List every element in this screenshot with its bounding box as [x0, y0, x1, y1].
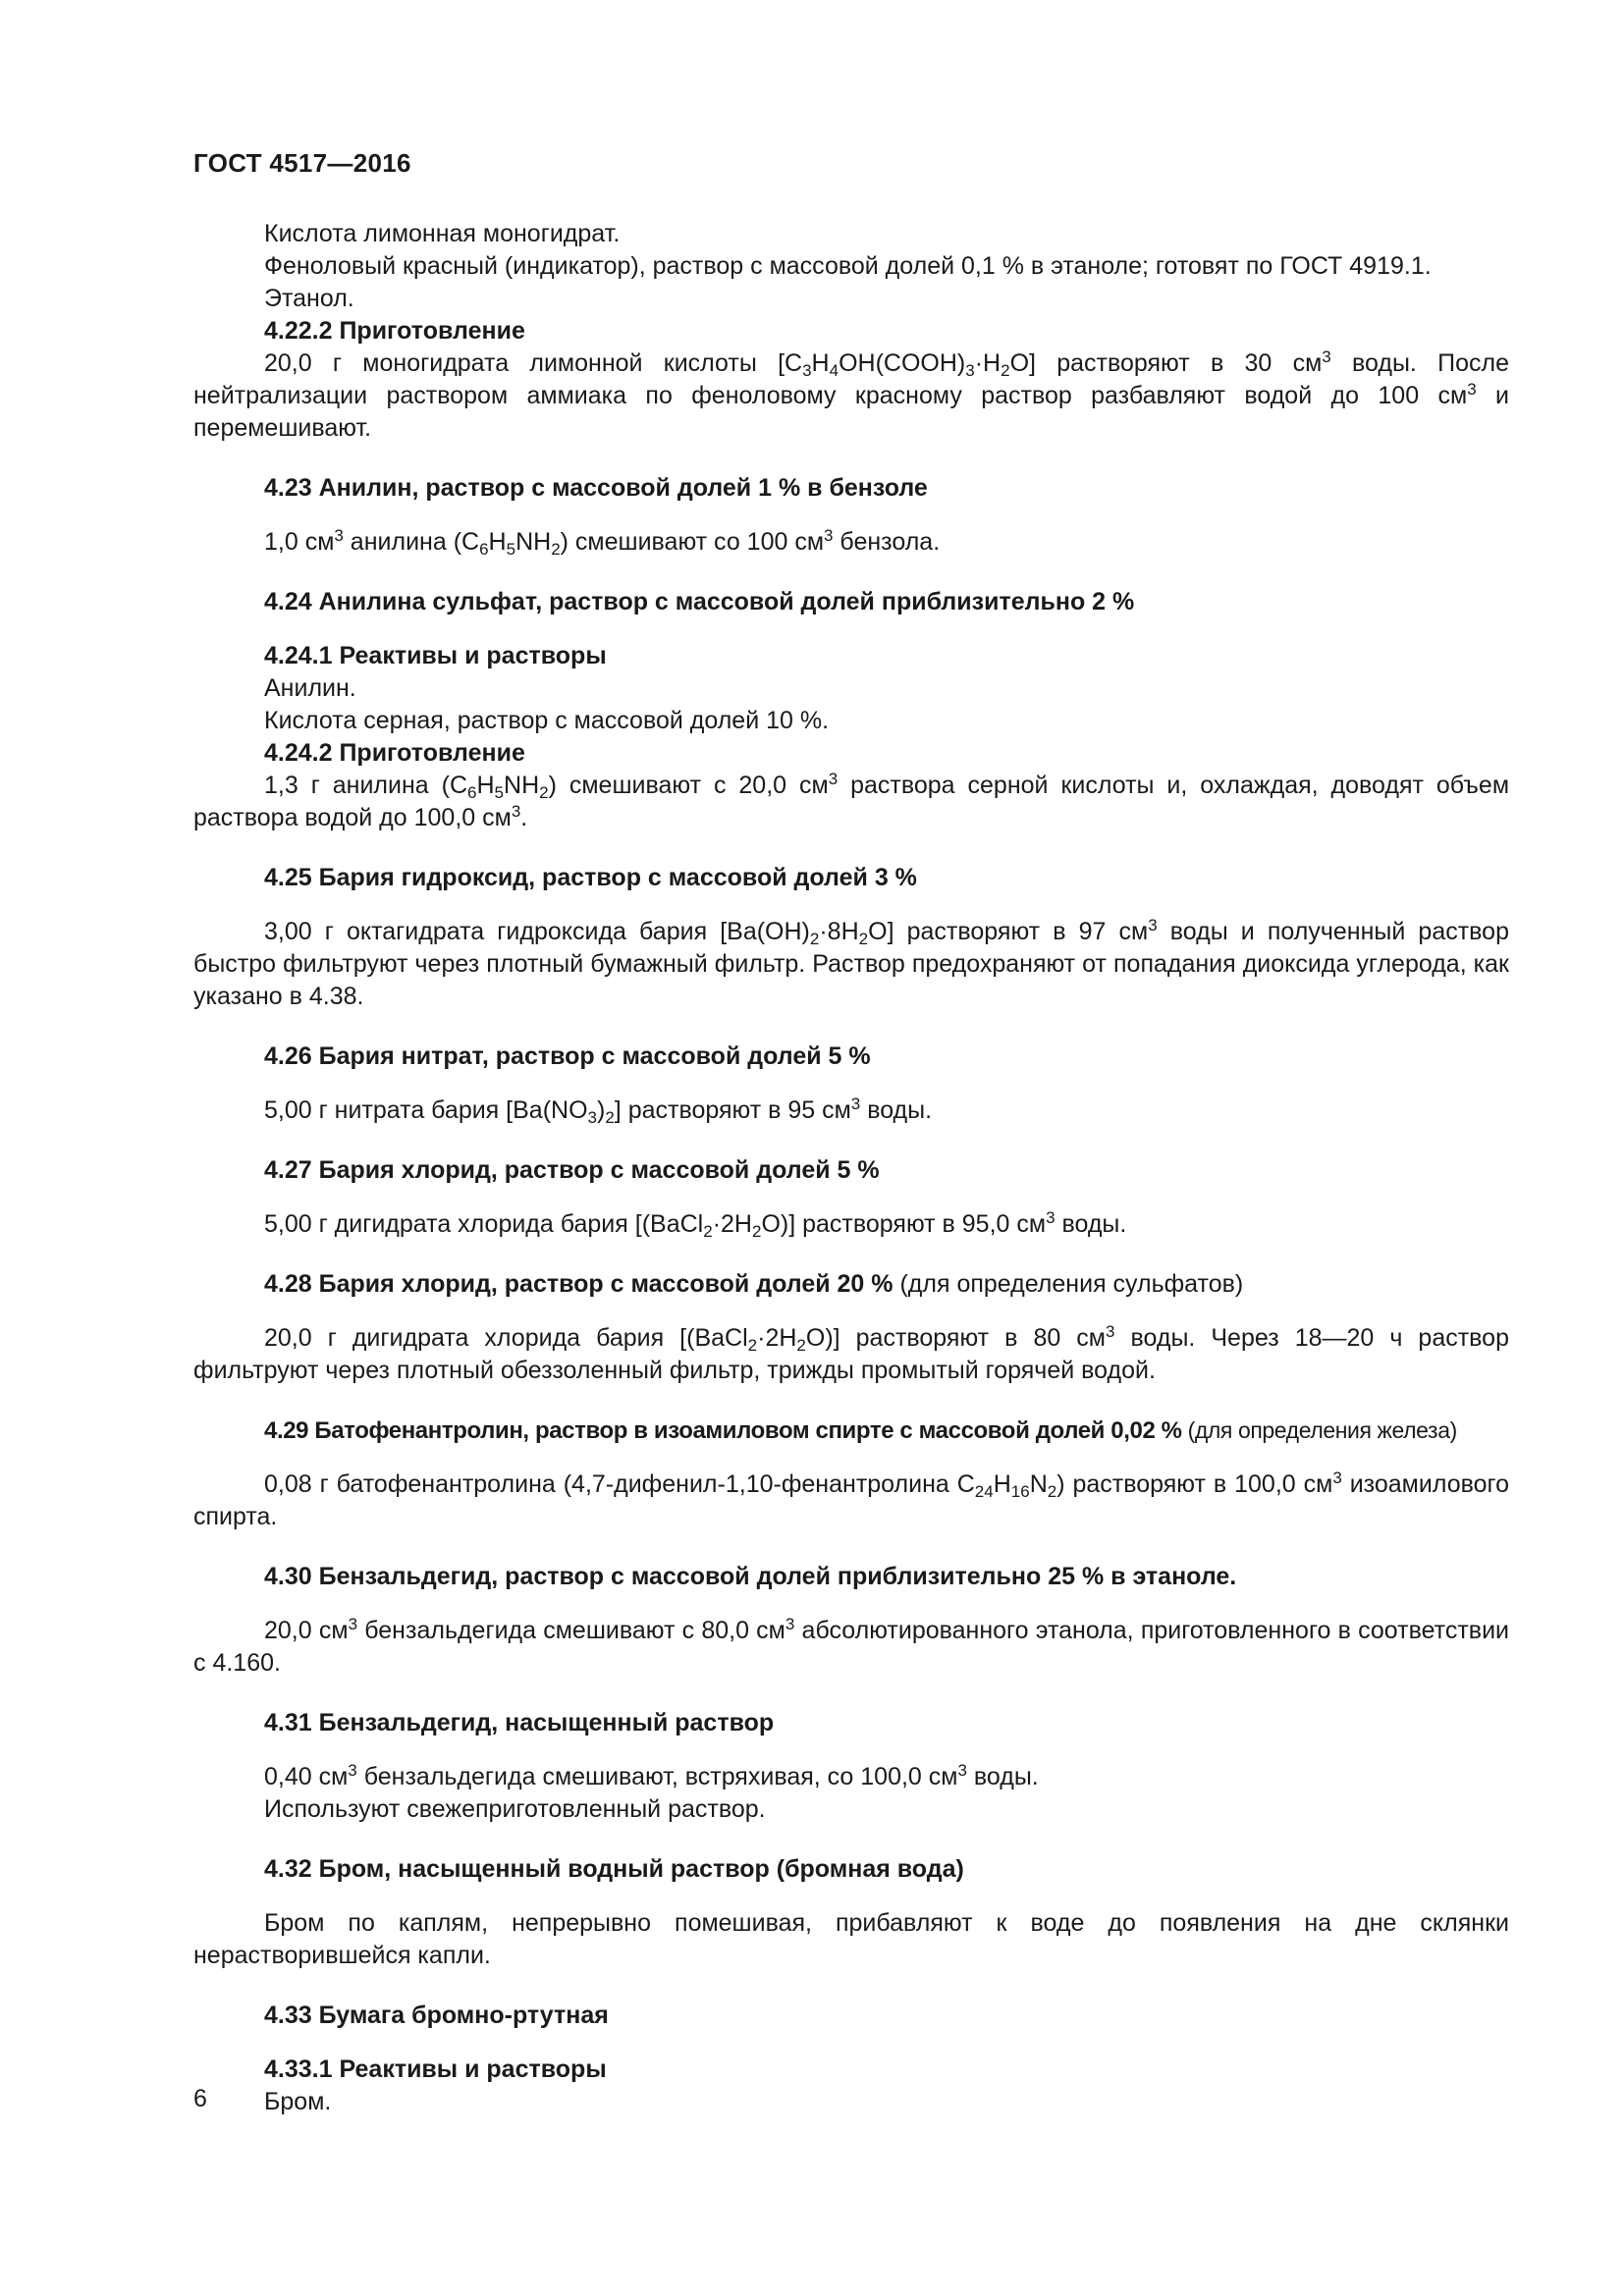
paragraph-4-29: 0,08 г батофенантролина (4,7-дифенил-1,10-фенантролина $C_{24}H_{16}N_2$) растворяют в 100,0 $см^3$ изоамилового спирта. [193, 1468, 1509, 1530]
heading-4-28: 4.28 Бария хлорид, раствор с массовой долей 20 % (для определения сульфатов) [264, 1270, 1244, 1298]
heading-4-31: 4.31 Бензальдегид, насыщенный раствор [264, 1709, 775, 1736]
document-header: ГОСТ 4517—2016 [193, 148, 411, 178]
heading-4-24-1: 4.24.1 Реактивы и растворы [264, 642, 607, 669]
heading-4-33: 4.33 Бумага бромно-ртутная [264, 2002, 609, 2029]
paragraph-4-31: 0,40 $см^3$ бензальдегида смешивают, встряхивая, со 100,0 $см^3$ воды. [264, 1761, 1039, 1790]
paragraph-4-31-note: Используют свежеприготовленный раствор. [264, 1795, 766, 1823]
paragraph-4-32: Бром по каплям, непрерывно помешивая, прибавляют к воде до появления на дне склянки нерастворившейся капли. [193, 1909, 1509, 1969]
reagent-ethanol: Этанол. [264, 285, 354, 312]
reagent-bromine: Бром. [264, 2088, 332, 2115]
heading-4-22-2: 4.22.2 Приготовление [264, 317, 525, 345]
paragraph-4-25: 3,00 г октагидрата гидроксида бария $[Ba(OH)_2\cdot 8H_2O]$ растворяют в 97 $см^3$ воды и полученный раствор быстро фильтруют через плотный бумажный фильтр. Раствор предохраняют от попадания диоксида углерода, как указано в 4.38. [193, 916, 1509, 1010]
paragraph-4-22-2: 20,0 г моногидрата лимонной кислоты $[C_3H_4OH(COOH)_3\cdot H_2O]$ растворяют в 30 $см^3$ воды. После нейтрализации раствором аммиака по феноловому красному раствор разбавляют водой до 100 $см^3$ и перемешивают. [193, 347, 1509, 442]
heading-4-29: 4.29 Батофенантролин, раствор в изоамиловом спирте с массовой долей 0,02 % (для определения железа) [264, 1417, 1457, 1444]
reagent-citric-acid: Кислота лимонная моногидрат. [264, 220, 621, 247]
heading-4-25: 4.25 Бария гидроксид, раствор с массовой долей 3 % [264, 864, 917, 891]
heading-4-24: 4.24 Анилина сульфат, раствор с массовой долей приблизительно 2 % [264, 588, 1135, 615]
reagent-aniline: Анилин. [264, 674, 356, 702]
heading-4-32: 4.32 Бром, насыщенный водный раствор (бромная вода) [264, 1855, 964, 1883]
heading-4-24-2: 4.24.2 Приготовление [264, 739, 525, 767]
heading-4-23: 4.23 Анилин, раствор с массовой долей 1 % в бензоле [264, 474, 928, 502]
heading-4-33-1: 4.33.1 Реактивы и растворы [264, 2056, 607, 2083]
paragraph-4-26: 5,00 г нитрата бария $[Ba(NO_3)_2]$ растворяют в 95 $см^3$ воды. [264, 1095, 933, 1127]
heading-4-26: 4.26 Бария нитрат, раствор с массовой долей 5 % [264, 1042, 871, 1070]
paragraph-4-23: 1,0 $см^3$ анилина $(C_6H_5NH_2)$ смешивают со 100 $см^3$ бензола. [264, 526, 941, 559]
reagent-sulfuric-acid: Кислота серная, раствор с массовой долей 10 %. [264, 707, 830, 734]
document-body [193, 218, 1509, 2118]
paragraph-4-30: 20,0 $см^3$ бензальдегида смешивают с 80,0 $см^3$ абсолютированного этанола, приготовленного в соответствии с 4.160. [193, 1615, 1509, 1677]
page-number: 6 [193, 2085, 207, 2112]
heading-4-30: 4.30 Бензальдегид, раствор с массовой долей приблизительно 25 % в этаноле. [264, 1563, 1237, 1590]
reagent-phenol-red: Феноловый красный (индикатор), раствор с массовой долей 0,1 % в этаноле; готовят по ГОСТ 4919.1. [264, 252, 1432, 280]
paragraph-4-28: 20,0 г дигидрата хлорида бария $[(BaCl_2\cdot 2H_2O)]$ растворяют в 80 $см^3$ воды. Через 18—20 ч раствор фильтруют через плотный обеззоленный фильтр, трижды промытый горячей водой. [193, 1322, 1509, 1384]
paragraph-4-27: 5,00 г дигидрата хлорида бария $[(BaCl_2\cdot 2H_2O)]$ растворяют в 95,0 $см^3$ воды. [264, 1208, 1127, 1241]
paragraph-4-24-2: 1,3 г анилина $(C_6H_5NH_2)$ смешивают с 20,0 $см^3$ раствора серной кислоты и, охлаждая, доводят объем раствора водой до 100,0 $см^3$. [193, 770, 1510, 831]
heading-4-27: 4.27 Бария хлорид, раствор с массовой долей 5 % [264, 1156, 880, 1184]
